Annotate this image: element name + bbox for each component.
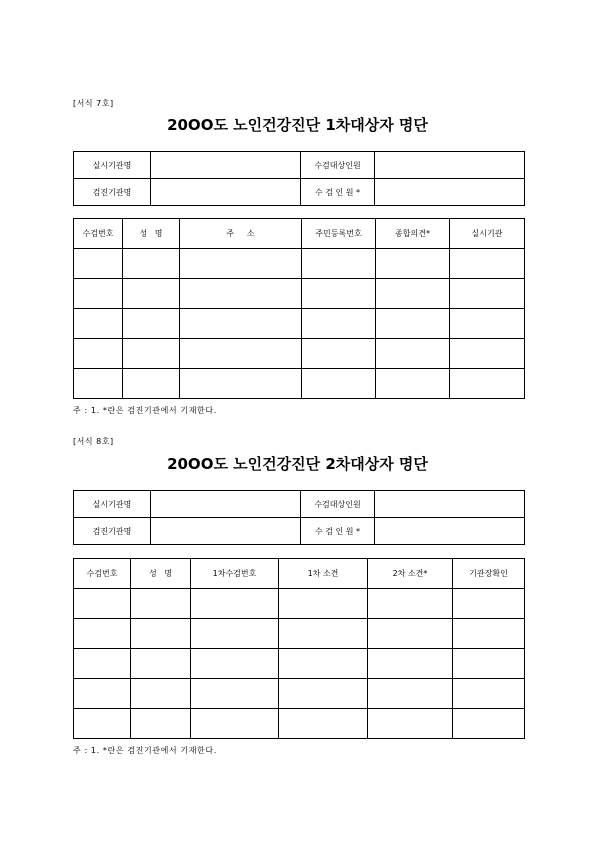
form8-col-first-finding: 1차 소견 — [279, 559, 368, 589]
table-row — [74, 279, 525, 309]
form8-exam-inst-value[interactable] — [151, 518, 301, 545]
form8-col-exam-no: 수검번호 — [74, 559, 131, 589]
form8-inst-label: 실시기관명 — [74, 491, 151, 518]
table-row — [74, 589, 525, 619]
table-row — [74, 249, 525, 279]
table-cell[interactable] — [131, 709, 191, 739]
table-cell[interactable] — [191, 679, 279, 709]
table-cell[interactable] — [450, 249, 525, 279]
table-cell[interactable] — [453, 619, 525, 649]
form7-col-exam-no: 수검번호 — [74, 219, 123, 249]
table-cell[interactable] — [368, 709, 453, 739]
table-row — [74, 309, 525, 339]
table-cell[interactable] — [123, 339, 180, 369]
table-cell[interactable] — [123, 279, 180, 309]
table-cell[interactable] — [368, 619, 453, 649]
table-cell[interactable] — [302, 309, 376, 339]
form8-col-second-finding: 2차 소견* — [368, 559, 453, 589]
table-cell[interactable] — [191, 619, 279, 649]
form8-header-row — [74, 559, 525, 589]
table-cell[interactable] — [123, 309, 180, 339]
table-cell[interactable] — [74, 679, 131, 709]
table-cell[interactable] — [191, 589, 279, 619]
form8-col-first-exam-no: 1차수검번호 — [191, 559, 279, 589]
table-cell[interactable] — [279, 619, 368, 649]
table-cell[interactable] — [376, 369, 450, 399]
table-cell[interactable] — [131, 589, 191, 619]
table-cell[interactable] — [131, 619, 191, 649]
table-cell[interactable] — [368, 589, 453, 619]
table-cell[interactable] — [131, 679, 191, 709]
table-cell[interactable] — [74, 249, 123, 279]
form8-title: 20OO도 노인건강진단 2차대상자 명단 — [167, 455, 428, 473]
table-cell[interactable] — [376, 309, 450, 339]
form8-list-table — [73, 558, 525, 739]
table-cell[interactable] — [74, 339, 123, 369]
table-cell[interactable] — [302, 249, 376, 279]
table-cell[interactable] — [180, 369, 302, 399]
form8-info-table — [73, 490, 525, 545]
form7-col-name: 성 명 — [123, 219, 180, 249]
form8-label: [서식 8호] — [73, 437, 114, 446]
table-cell[interactable] — [302, 369, 376, 399]
form7-exam-inst-label: 검진기관명 — [74, 179, 151, 206]
table-cell[interactable] — [450, 369, 525, 399]
form7-info-table — [73, 151, 525, 206]
form8-target-value[interactable] — [375, 491, 525, 518]
table-cell[interactable] — [368, 679, 453, 709]
table-cell[interactable] — [123, 369, 180, 399]
table-cell[interactable] — [453, 589, 525, 619]
form7-target-value[interactable] — [375, 152, 525, 179]
table-cell[interactable] — [376, 249, 450, 279]
table-cell[interactable] — [279, 649, 368, 679]
table-row — [74, 369, 525, 399]
table-cell[interactable] — [191, 649, 279, 679]
form8-examinee-label: 수 검 인 원 * — [301, 518, 375, 545]
form7-exam-inst-value[interactable] — [151, 179, 301, 206]
form7-target-label: 수검대상인원 — [301, 152, 375, 179]
form7-title: 20OO도 노인건강진단 1차대상자 명단 — [167, 116, 428, 134]
table-row — [74, 679, 525, 709]
table-cell[interactable] — [180, 309, 302, 339]
table-cell[interactable] — [74, 309, 123, 339]
table-cell[interactable] — [131, 649, 191, 679]
table-cell[interactable] — [453, 649, 525, 679]
form8-inst-value[interactable] — [151, 491, 301, 518]
table-cell[interactable] — [123, 249, 180, 279]
form8-examinee-value[interactable] — [375, 518, 525, 545]
form8-col-name: 성 명 — [131, 559, 191, 589]
table-cell[interactable] — [376, 339, 450, 369]
table-cell[interactable] — [450, 279, 525, 309]
form7-col-opinion: 종합의견* — [376, 219, 450, 249]
table-cell[interactable] — [180, 279, 302, 309]
table-cell[interactable] — [191, 709, 279, 739]
form7-col-resident-no: 주민등록번호 — [302, 219, 376, 249]
form7-examinee-value[interactable] — [375, 179, 525, 206]
form7-examinee-label: 수 검 인 원 * — [301, 179, 375, 206]
form7-col-address: 주 소 — [180, 219, 302, 249]
table-cell[interactable] — [74, 619, 131, 649]
table-row — [74, 339, 525, 369]
form7-list-table — [73, 218, 525, 399]
table-cell[interactable] — [180, 339, 302, 369]
form8-note: 주 : 1. *란은 검진기관에서 기재한다. — [73, 746, 217, 755]
form8-target-label: 수검대상인원 — [301, 491, 375, 518]
table-cell[interactable] — [302, 279, 376, 309]
form7-col-institution: 실시기관 — [450, 219, 525, 249]
table-cell[interactable] — [279, 709, 368, 739]
table-cell[interactable] — [180, 249, 302, 279]
form7-header-row — [74, 219, 525, 249]
form8-col-head-confirm: 기관장확인 — [453, 559, 525, 589]
table-cell[interactable] — [368, 649, 453, 679]
table-row — [74, 619, 525, 649]
form8-exam-inst-label: 검진기관명 — [74, 518, 151, 545]
table-cell[interactable] — [453, 709, 525, 739]
table-cell[interactable] — [376, 279, 450, 309]
table-cell[interactable] — [450, 339, 525, 369]
table-cell[interactable] — [74, 369, 123, 399]
table-row — [74, 709, 525, 739]
form7-inst-label: 실시기관명 — [74, 152, 151, 179]
table-cell[interactable] — [302, 339, 376, 369]
table-cell[interactable] — [453, 679, 525, 709]
form7-note: 주 : 1. *란은 검진기관에서 기재한다. — [73, 406, 217, 415]
table-row — [74, 649, 525, 679]
table-cell[interactable] — [74, 709, 131, 739]
form7-inst-value[interactable] — [151, 152, 301, 179]
table-cell[interactable] — [74, 279, 123, 309]
table-cell[interactable] — [450, 309, 525, 339]
table-cell[interactable] — [74, 589, 131, 619]
form7-label: [서식 7호] — [73, 99, 114, 108]
table-cell[interactable] — [279, 679, 368, 709]
table-cell[interactable] — [74, 649, 131, 679]
table-cell[interactable] — [279, 589, 368, 619]
